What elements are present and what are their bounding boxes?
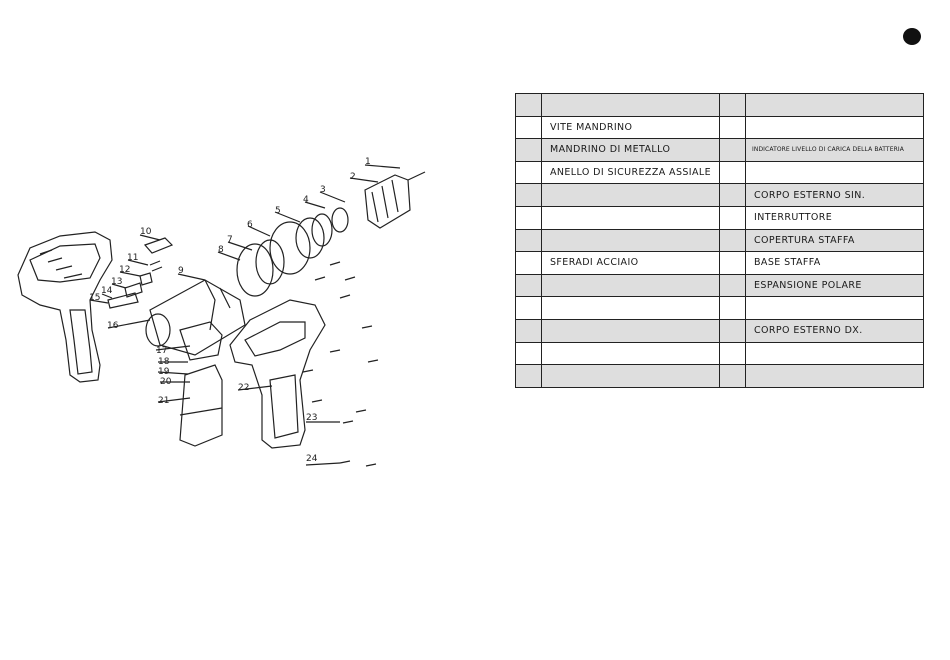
part-name-cell: CORPO ESTERNO DX. — [746, 319, 924, 342]
table-row — [516, 206, 924, 229]
part-name-cell — [542, 274, 720, 297]
table-row — [516, 342, 924, 365]
row-number-cell — [720, 274, 746, 297]
label-2: 2 — [350, 172, 356, 182]
exploded-view-diagram — [0, 150, 480, 480]
table-row — [516, 274, 924, 297]
row-number-cell — [720, 365, 746, 388]
label-23: 23 — [306, 413, 318, 423]
row-number-cell — [516, 206, 542, 229]
table-row — [516, 229, 924, 252]
part-name-cell — [542, 206, 720, 229]
row-number-cell — [720, 229, 746, 252]
part-name-cell: ANELLO DI SICUREZZA ASSIALE — [542, 161, 720, 184]
label-1: 1 — [365, 157, 371, 167]
row-number-cell — [516, 116, 542, 139]
part-name-cell — [542, 342, 720, 365]
row-number-cell — [516, 139, 542, 162]
row-number-cell — [720, 342, 746, 365]
part-name-cell — [746, 342, 924, 365]
part-name-cell: VITE MANDRINO — [542, 116, 720, 139]
table-row — [516, 319, 924, 342]
label-13: 13 — [111, 277, 123, 287]
label-24: 24 — [306, 454, 318, 464]
row-number-cell — [720, 297, 746, 320]
label-20: 20 — [160, 377, 172, 387]
label-19: 19 — [158, 367, 170, 377]
label-6: 6 — [247, 220, 253, 230]
label-10: 10 — [140, 227, 152, 237]
row-number-cell — [720, 206, 746, 229]
part-name-cell — [746, 297, 924, 320]
label-7: 7 — [227, 235, 233, 245]
part-name-cell — [542, 365, 720, 388]
row-number-cell — [516, 297, 542, 320]
part-name-cell: BASE STAFFA — [746, 252, 924, 275]
part-name-cell — [542, 94, 720, 117]
row-number-cell — [516, 274, 542, 297]
row-number-cell — [720, 184, 746, 207]
label-22: 22 — [238, 383, 250, 393]
part-name-cell — [746, 116, 924, 139]
table-row — [516, 252, 924, 275]
part-name-cell: INDICATORE LIVELLO DI CARICA DELLA BATTERIA — [746, 139, 924, 162]
table-row — [516, 116, 924, 139]
row-number-cell — [516, 365, 542, 388]
row-number-cell — [516, 342, 542, 365]
row-number-cell — [720, 94, 746, 117]
row-number-cell — [516, 252, 542, 275]
parts-table — [515, 93, 924, 388]
part-name-cell: SFERADI ACCIAIO — [542, 252, 720, 275]
table-row — [516, 365, 924, 388]
part-name-cell: COPERTURA STAFFA — [746, 229, 924, 252]
row-number-cell — [720, 319, 746, 342]
part-name-cell: INTERRUTTORE — [746, 206, 924, 229]
row-number-cell — [516, 94, 542, 117]
label-5: 5 — [275, 206, 281, 216]
label-9: 9 — [178, 266, 184, 276]
table-row — [516, 94, 924, 117]
row-number-cell — [516, 319, 542, 342]
label-4: 4 — [303, 195, 309, 205]
table-row — [516, 184, 924, 207]
label-16: 16 — [107, 321, 119, 331]
page-badge — [903, 28, 921, 45]
label-15: 15 — [89, 293, 101, 303]
table-row — [516, 297, 924, 320]
label-11: 11 — [127, 253, 139, 263]
label-21: 21 — [158, 396, 170, 406]
part-name-cell — [746, 365, 924, 388]
part-name-cell — [542, 229, 720, 252]
part-name-cell — [542, 297, 720, 320]
row-number-cell — [516, 161, 542, 184]
label-14: 14 — [101, 286, 113, 296]
table-row — [516, 139, 924, 162]
part-name-cell — [746, 94, 924, 117]
part-name-cell: ESPANSIONE POLARE — [746, 274, 924, 297]
label-17: 17 — [156, 346, 168, 356]
table-row — [516, 161, 924, 184]
row-number-cell — [516, 184, 542, 207]
row-number-cell — [720, 139, 746, 162]
part-name-cell: MANDRINO DI METALLO — [542, 139, 720, 162]
part-name-cell — [746, 161, 924, 184]
row-number-cell — [720, 252, 746, 275]
label-8: 8 — [218, 245, 224, 255]
label-18: 18 — [158, 357, 170, 367]
label-3: 3 — [320, 185, 326, 195]
row-number-cell — [516, 229, 542, 252]
row-number-cell — [720, 161, 746, 184]
row-number-cell — [720, 116, 746, 139]
part-name-cell: CORPO ESTERNO SIN. — [746, 184, 924, 207]
label-12: 12 — [119, 265, 131, 275]
part-name-cell — [542, 319, 720, 342]
part-name-cell — [542, 184, 720, 207]
